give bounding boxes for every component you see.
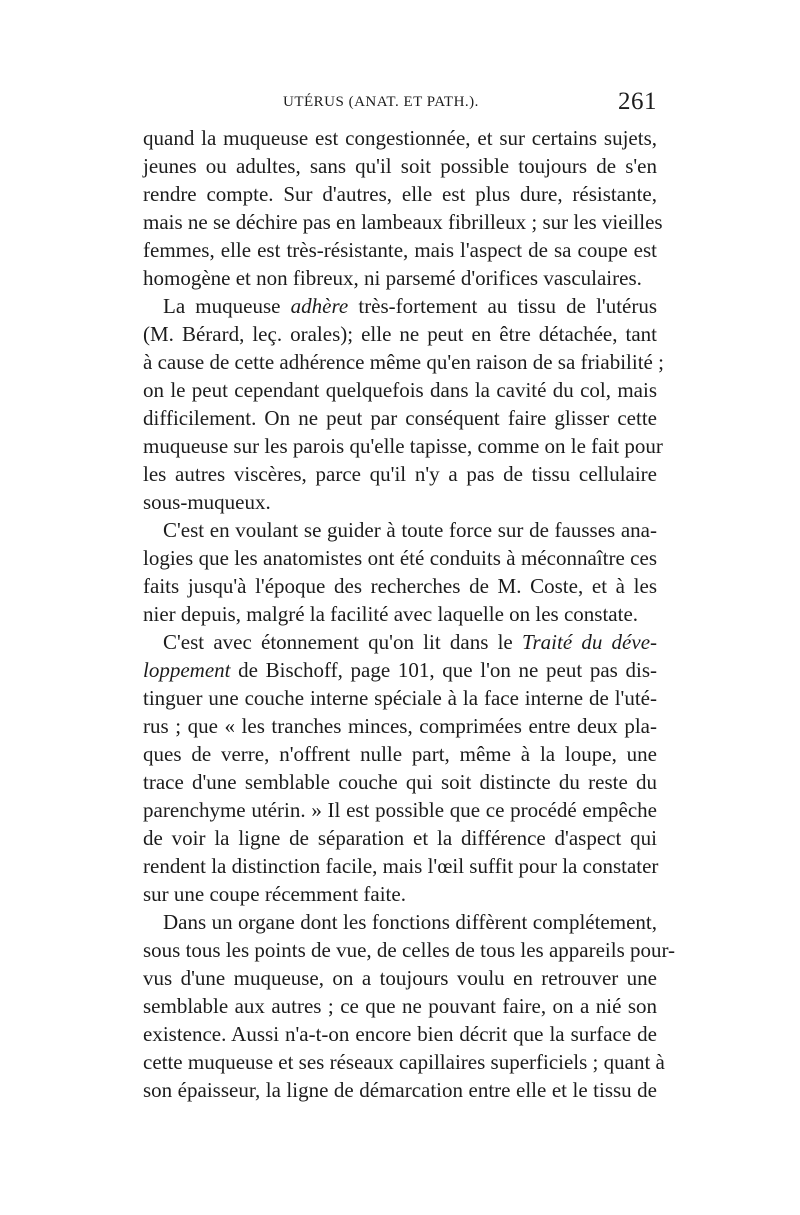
text-line: faits jusqu'à l'époque des recherches de M. Coste, et à les bbox=[143, 574, 657, 598]
text-line: existence. Aussi n'a-t-on encore bien décrit que la surface de bbox=[143, 1022, 657, 1046]
text-line: Dans un organe dont les fonctions diffèrent complétement, bbox=[163, 910, 657, 934]
text-line: nier depuis, malgré la facilité avec laquelle on les constate. bbox=[143, 602, 639, 626]
text-line: ques de verre, n'offrent nulle part, même à la loupe, une bbox=[143, 742, 657, 766]
text-run: de Bischoff, page 101, que l'on ne peut pas dis- bbox=[238, 658, 658, 682]
text-line bbox=[143, 292, 657, 320]
text-line: sur une coupe récemment faite. bbox=[143, 882, 406, 906]
text-line: homogène et non fibreux, ni parsemé d'orifices vasculaires. bbox=[143, 266, 642, 290]
text-line: difficilement. On ne peut par conséquent faire glisser cette bbox=[143, 406, 657, 430]
text-line: (M. Bérard, leç. orales); elle ne peut en être détachée, tant bbox=[143, 322, 657, 346]
text-line: rus ; que « les tranches minces, comprimées entre deux pla- bbox=[143, 714, 657, 738]
text-line: mais ne se déchire pas en lambeaux fibrilleux ; sur les vieilles bbox=[143, 210, 663, 234]
text-line: sous-muqueux. bbox=[143, 490, 271, 514]
text-run: très-fortement au tissu de l'utérus bbox=[358, 294, 658, 318]
text-line: semblable aux autres ; ce que ne pouvant faire, on a nié son bbox=[143, 994, 657, 1018]
text-line: muqueuse sur les parois qu'elle tapisse, comme on le fait pour bbox=[143, 434, 663, 458]
italic-title: loppement bbox=[143, 658, 231, 682]
text-line: à cause de cette adhérence même qu'en raison de sa friabilité ; bbox=[143, 350, 664, 374]
body-text bbox=[143, 124, 676, 1104]
text-line: les autres viscères, parce qu'il n'y a pas de tissu cellulaire bbox=[143, 462, 657, 486]
text-run: C'est avec étonnement qu'on lit dans le bbox=[163, 630, 513, 654]
text-line: on le peut cependant quelquefois dans la cavité du col, mais bbox=[143, 378, 657, 402]
text-line: jeunes ou adultes, sans qu'il soit possible toujours de s'en bbox=[143, 154, 657, 178]
text-line: femmes, elle est très-résistante, mais l'aspect de sa coupe est bbox=[143, 238, 657, 262]
text-line: parenchyme utérin. » Il est possible que ce procédé empêche bbox=[143, 798, 657, 822]
running-title: UTÉRUS (ANAT. ET PATH.). bbox=[283, 94, 479, 110]
book-page bbox=[143, 88, 676, 1104]
text-line: cette muqueuse et ses réseaux capillaires superficiels ; quant à bbox=[143, 1050, 665, 1074]
text-line: trace d'une semblable couche qui soit distincte du reste du bbox=[143, 770, 657, 794]
text-line: de voir la ligne de séparation et la différence d'aspect qui bbox=[143, 826, 657, 850]
text-line: logies que les anatomistes ont été conduits à méconnaître ces bbox=[143, 546, 657, 570]
text-line: rendre compte. Sur d'autres, elle est plus dure, résistante, bbox=[143, 182, 657, 206]
text-line: sous tous les points de vue, de celles de tous les appareils pour- bbox=[143, 938, 676, 962]
running-head bbox=[143, 90, 657, 124]
text-line bbox=[143, 656, 657, 684]
page-number: 261 bbox=[618, 88, 657, 115]
text-line: vus d'une muqueuse, on a toujours voulu en retrouver une bbox=[143, 966, 657, 990]
text-line: tinguer une couche interne spéciale à la face interne de l'uté- bbox=[143, 686, 657, 710]
text-line: rendent la distinction facile, mais l'œil suffit pour la constater bbox=[143, 854, 659, 878]
text-line: quand la muqueuse est congestionnée, et sur certains sujets, bbox=[143, 126, 657, 150]
italic-term: adhère bbox=[290, 294, 349, 318]
text-line: C'est en voulant se guider à toute force sur de fausses ana- bbox=[163, 518, 657, 542]
italic-title: Traité du déve- bbox=[521, 630, 658, 654]
text-line bbox=[143, 628, 657, 656]
text-line: son épaisseur, la ligne de démarcation entre elle et le tissu de bbox=[143, 1078, 657, 1102]
text-run: La muqueuse bbox=[163, 294, 281, 318]
